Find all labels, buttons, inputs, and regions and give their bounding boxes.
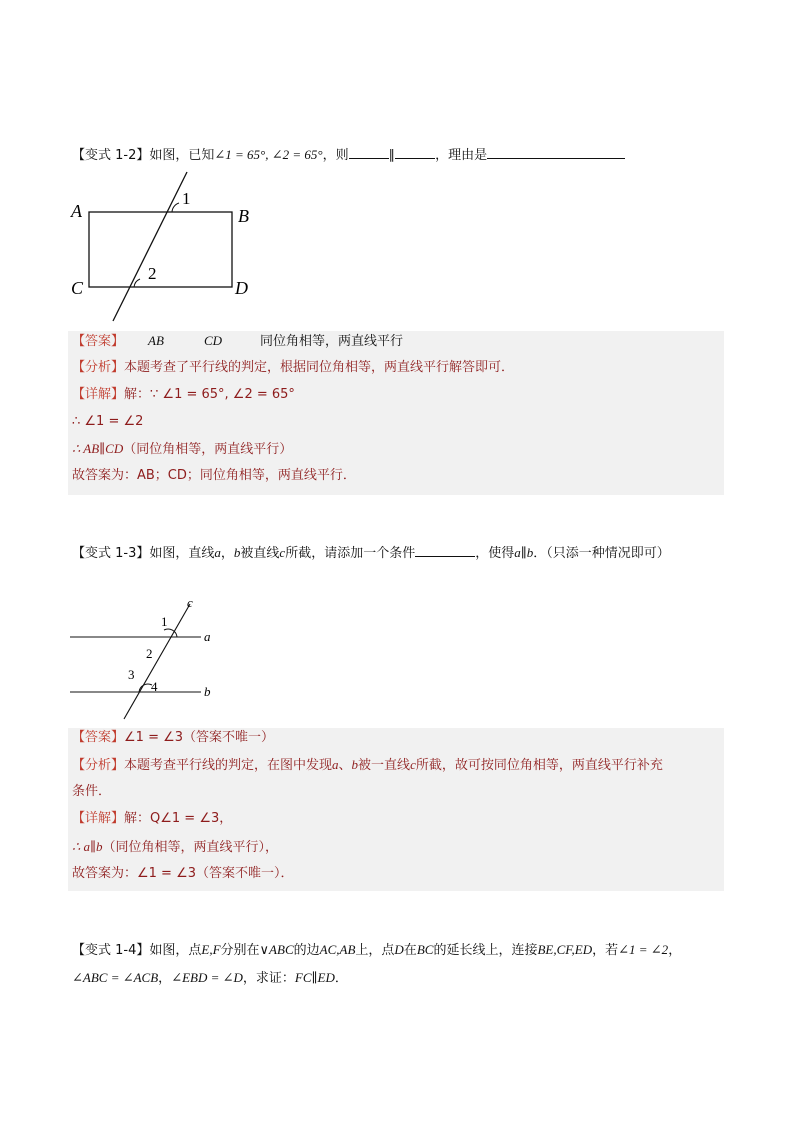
- q1-figure: [66, 166, 266, 330]
- q1-stem: 【变式 1-2】如图，已知∠1 = 65°, ∠2 = 65°，则 ∥ ，理由是: [72, 145, 625, 165]
- rectangle-abdc: [89, 212, 232, 287]
- label-angle-3: 3: [128, 667, 135, 682]
- q1-blank-1[interactable]: [349, 145, 389, 159]
- q1-blank-2[interactable]: [395, 145, 435, 159]
- line-c: [124, 604, 190, 719]
- label-D: D: [235, 278, 248, 298]
- q1-blank-reason[interactable]: [487, 145, 625, 159]
- q3-stem-2: ∠ABC = ∠ACB，∠EBD = ∠D，求证：FC∥ED．: [72, 970, 348, 986]
- label-angle-2: 2: [146, 646, 153, 661]
- q1-detail-2: ∴ ∠1 = ∠2: [72, 414, 144, 429]
- q1-answer: 【答案】 AB CD 同位角相等，两直线平行: [72, 333, 404, 349]
- q2-figure: [66, 592, 226, 722]
- label-B: B: [238, 206, 249, 226]
- q2-stem: 【变式 1-3】如图，直线a，b被直线c所截，请添加一个条件 ，使得a∥b．（只添一种情况即可）: [72, 545, 670, 561]
- q2-detail-1: 【详解】解：Q∠1 = ∠3，: [72, 811, 233, 826]
- label-A: A: [71, 201, 82, 221]
- q3-stem-1: 【变式 1-4】如图，点E,F分别在∨ABC的边AC,AB上，点D在BC的延长线上，连接BE,CF,ED，若∠1 = ∠2，: [72, 942, 682, 958]
- angle-2-arc: [134, 279, 140, 287]
- transversal-line: [113, 172, 187, 321]
- q2-analysis: 【分析】本题考查平行线的判定，在图中发现a、b被一直线c所截，故可按同位角相等，两直线平行补充: [72, 757, 663, 773]
- q3-tag: 【变式 1-4】: [72, 943, 150, 958]
- label-angle-1: 1: [161, 614, 168, 629]
- q1-conclusion: 故答案为：AB；CD；同位角相等，两直线平行．: [72, 468, 356, 483]
- q1-tag: 【变式 1-2】: [72, 148, 150, 163]
- q1-detail-3: ∴ AB∥CD（同位角相等，两直线平行）: [72, 441, 293, 457]
- angle-1-arc: [172, 203, 179, 212]
- q1-detail-1: 【详解】解：∵ ∠1 = 65°, ∠2 = 65°: [72, 387, 295, 402]
- label-a: a: [204, 629, 211, 644]
- label-angle-1: 1: [182, 189, 191, 208]
- q2-conclusion: 故答案为：∠1 = ∠3（答案不唯一）．: [72, 866, 294, 881]
- q2-analysis-cont: 条件．: [72, 784, 112, 799]
- label-angle-4: 4: [151, 679, 158, 694]
- q2-blank[interactable]: [415, 543, 475, 557]
- q2-answer: 【答案】∠1 = ∠3（答案不唯一）: [72, 730, 275, 745]
- q2-detail-2: ∴ a∥b（同位角相等，两直线平行），: [72, 839, 279, 855]
- q2-tag: 【变式 1-3】: [72, 546, 150, 561]
- label-angle-2: 2: [148, 264, 157, 283]
- label-c: c: [187, 595, 193, 610]
- q1-analysis: 【分析】本题考查了平行线的判定，根据同位角相等，两直线平行解答即可．: [72, 360, 515, 375]
- label-b: b: [204, 684, 211, 699]
- label-C: C: [71, 278, 84, 298]
